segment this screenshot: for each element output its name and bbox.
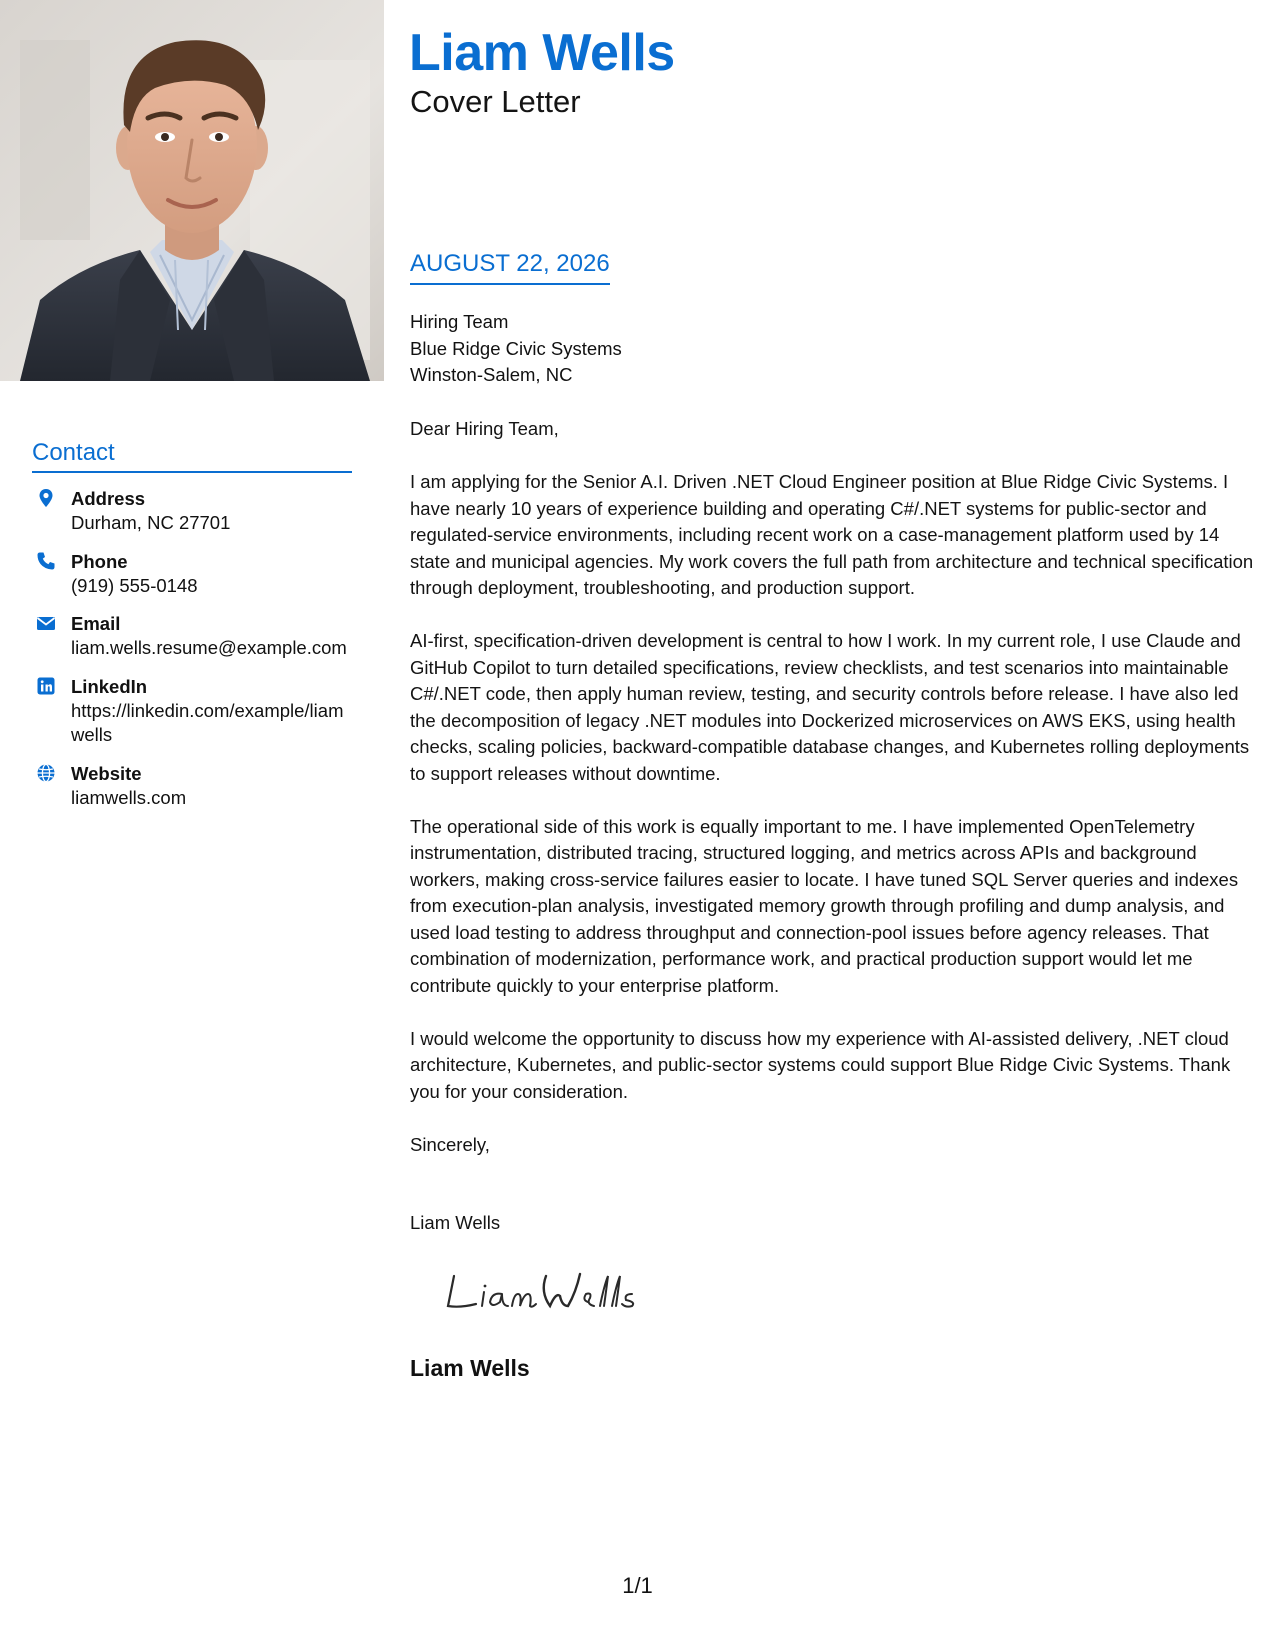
closing: Sincerely, bbox=[410, 1133, 490, 1155]
handwritten-signature bbox=[440, 1262, 660, 1322]
letter-date: AUGUST 22, 2026 bbox=[410, 249, 610, 285]
contact-value: (919) 555-0148 bbox=[71, 574, 198, 596]
profile-photo bbox=[0, 0, 384, 381]
contact-item-email bbox=[32, 611, 352, 661]
recipient-line: Blue Ridge Civic Systems bbox=[410, 337, 622, 359]
contact-value: liamwells.com bbox=[71, 786, 187, 808]
linkedin-icon bbox=[36, 676, 56, 696]
contact-item-address bbox=[32, 486, 352, 536]
contact-label: Address bbox=[71, 488, 146, 509]
contact-item-linkedin bbox=[32, 674, 352, 748]
contact-label: Website bbox=[71, 762, 142, 784]
contact-value: liam.wells.resume@example.com bbox=[71, 637, 347, 658]
envelope-icon bbox=[36, 613, 56, 633]
recipient-line: Hiring Team bbox=[410, 311, 509, 332]
contact-list bbox=[32, 486, 352, 823]
contact-label: Email bbox=[71, 613, 121, 634]
page-number: 1/1 bbox=[622, 1573, 653, 1598]
document-title: Cover Letter bbox=[410, 84, 581, 119]
typed-name: Liam Wells bbox=[410, 1212, 501, 1233]
contact-value: https://linkedin.com/example/liamwells bbox=[71, 699, 344, 745]
contact-heading: Contact bbox=[32, 438, 352, 473]
contact-item-website bbox=[32, 761, 352, 811]
phone-icon bbox=[36, 551, 56, 571]
applicant-name: Liam Wells bbox=[409, 24, 675, 82]
contact-value: Durham, NC 27701 bbox=[71, 512, 231, 533]
contact-item-phone bbox=[32, 549, 352, 599]
contact-label: LinkedIn bbox=[71, 675, 148, 697]
recipient-address bbox=[410, 309, 622, 389]
letter-body bbox=[410, 416, 1255, 1237]
contact-label: Phone bbox=[71, 550, 128, 572]
body-paragraph: I am applying for the Senior A.I. Driven .NET Cloud Engineer position at Blue Ridge Civic Systems. I have nearly 10 years of experience building and operating C#/.NET systems for public-sector and regulated-service environments, including recent work on a case-management platform used by 14 state and municipal agencies. My work covers the full path from architecture and technical specification through deployment, troubleshooting, and production support. bbox=[410, 471, 1254, 598]
body-paragraph: I would welcome the opportunity to discuss how my experience with AI-assisted delivery, .NET cloud architecture, Kubernetes, and public-sector systems could support Blue Ridge Civic Systems. Thank you for your consideration. bbox=[410, 1027, 1231, 1102]
salutation: Dear Hiring Team, bbox=[410, 418, 559, 439]
body-paragraph: The operational side of this work is equally important to me. I have implemented OpenTelemetry instrumentation, distributed tracing, structured logging, and metrics across APIs and background workers, making cross-service failures easier to locate. I have tuned SQL Server queries and indexes from execution-plan analysis, investigated memory growth through profiling and dump analysis, and used load testing to address throughput and connection-pool issues before agency releases. That combination of modernization, performance work, and practical production support would let me contribute quickly to your enterprise platform. bbox=[410, 815, 1239, 996]
recipient-line: Winston-Salem, NC bbox=[410, 364, 573, 385]
map-pin-icon bbox=[36, 488, 56, 508]
globe-icon bbox=[36, 763, 56, 783]
signed-name: Liam Wells bbox=[410, 1355, 530, 1381]
body-paragraph: AI-first, specification-driven development is central to how I work. In my current role, I use Claude and GitHub Copilot to turn detailed specifications, review checklists, and test scenarios into maintainable C#/.NET code, then apply human review, testing, and security controls before release. I have also led the decomposition of legacy .NET modules into Dockerized microservices on AWS EKS, using health checks, scaling policies, backward-compatible database changes, and Kubernetes rolling deployments to support releases without downtime. bbox=[410, 630, 1250, 784]
